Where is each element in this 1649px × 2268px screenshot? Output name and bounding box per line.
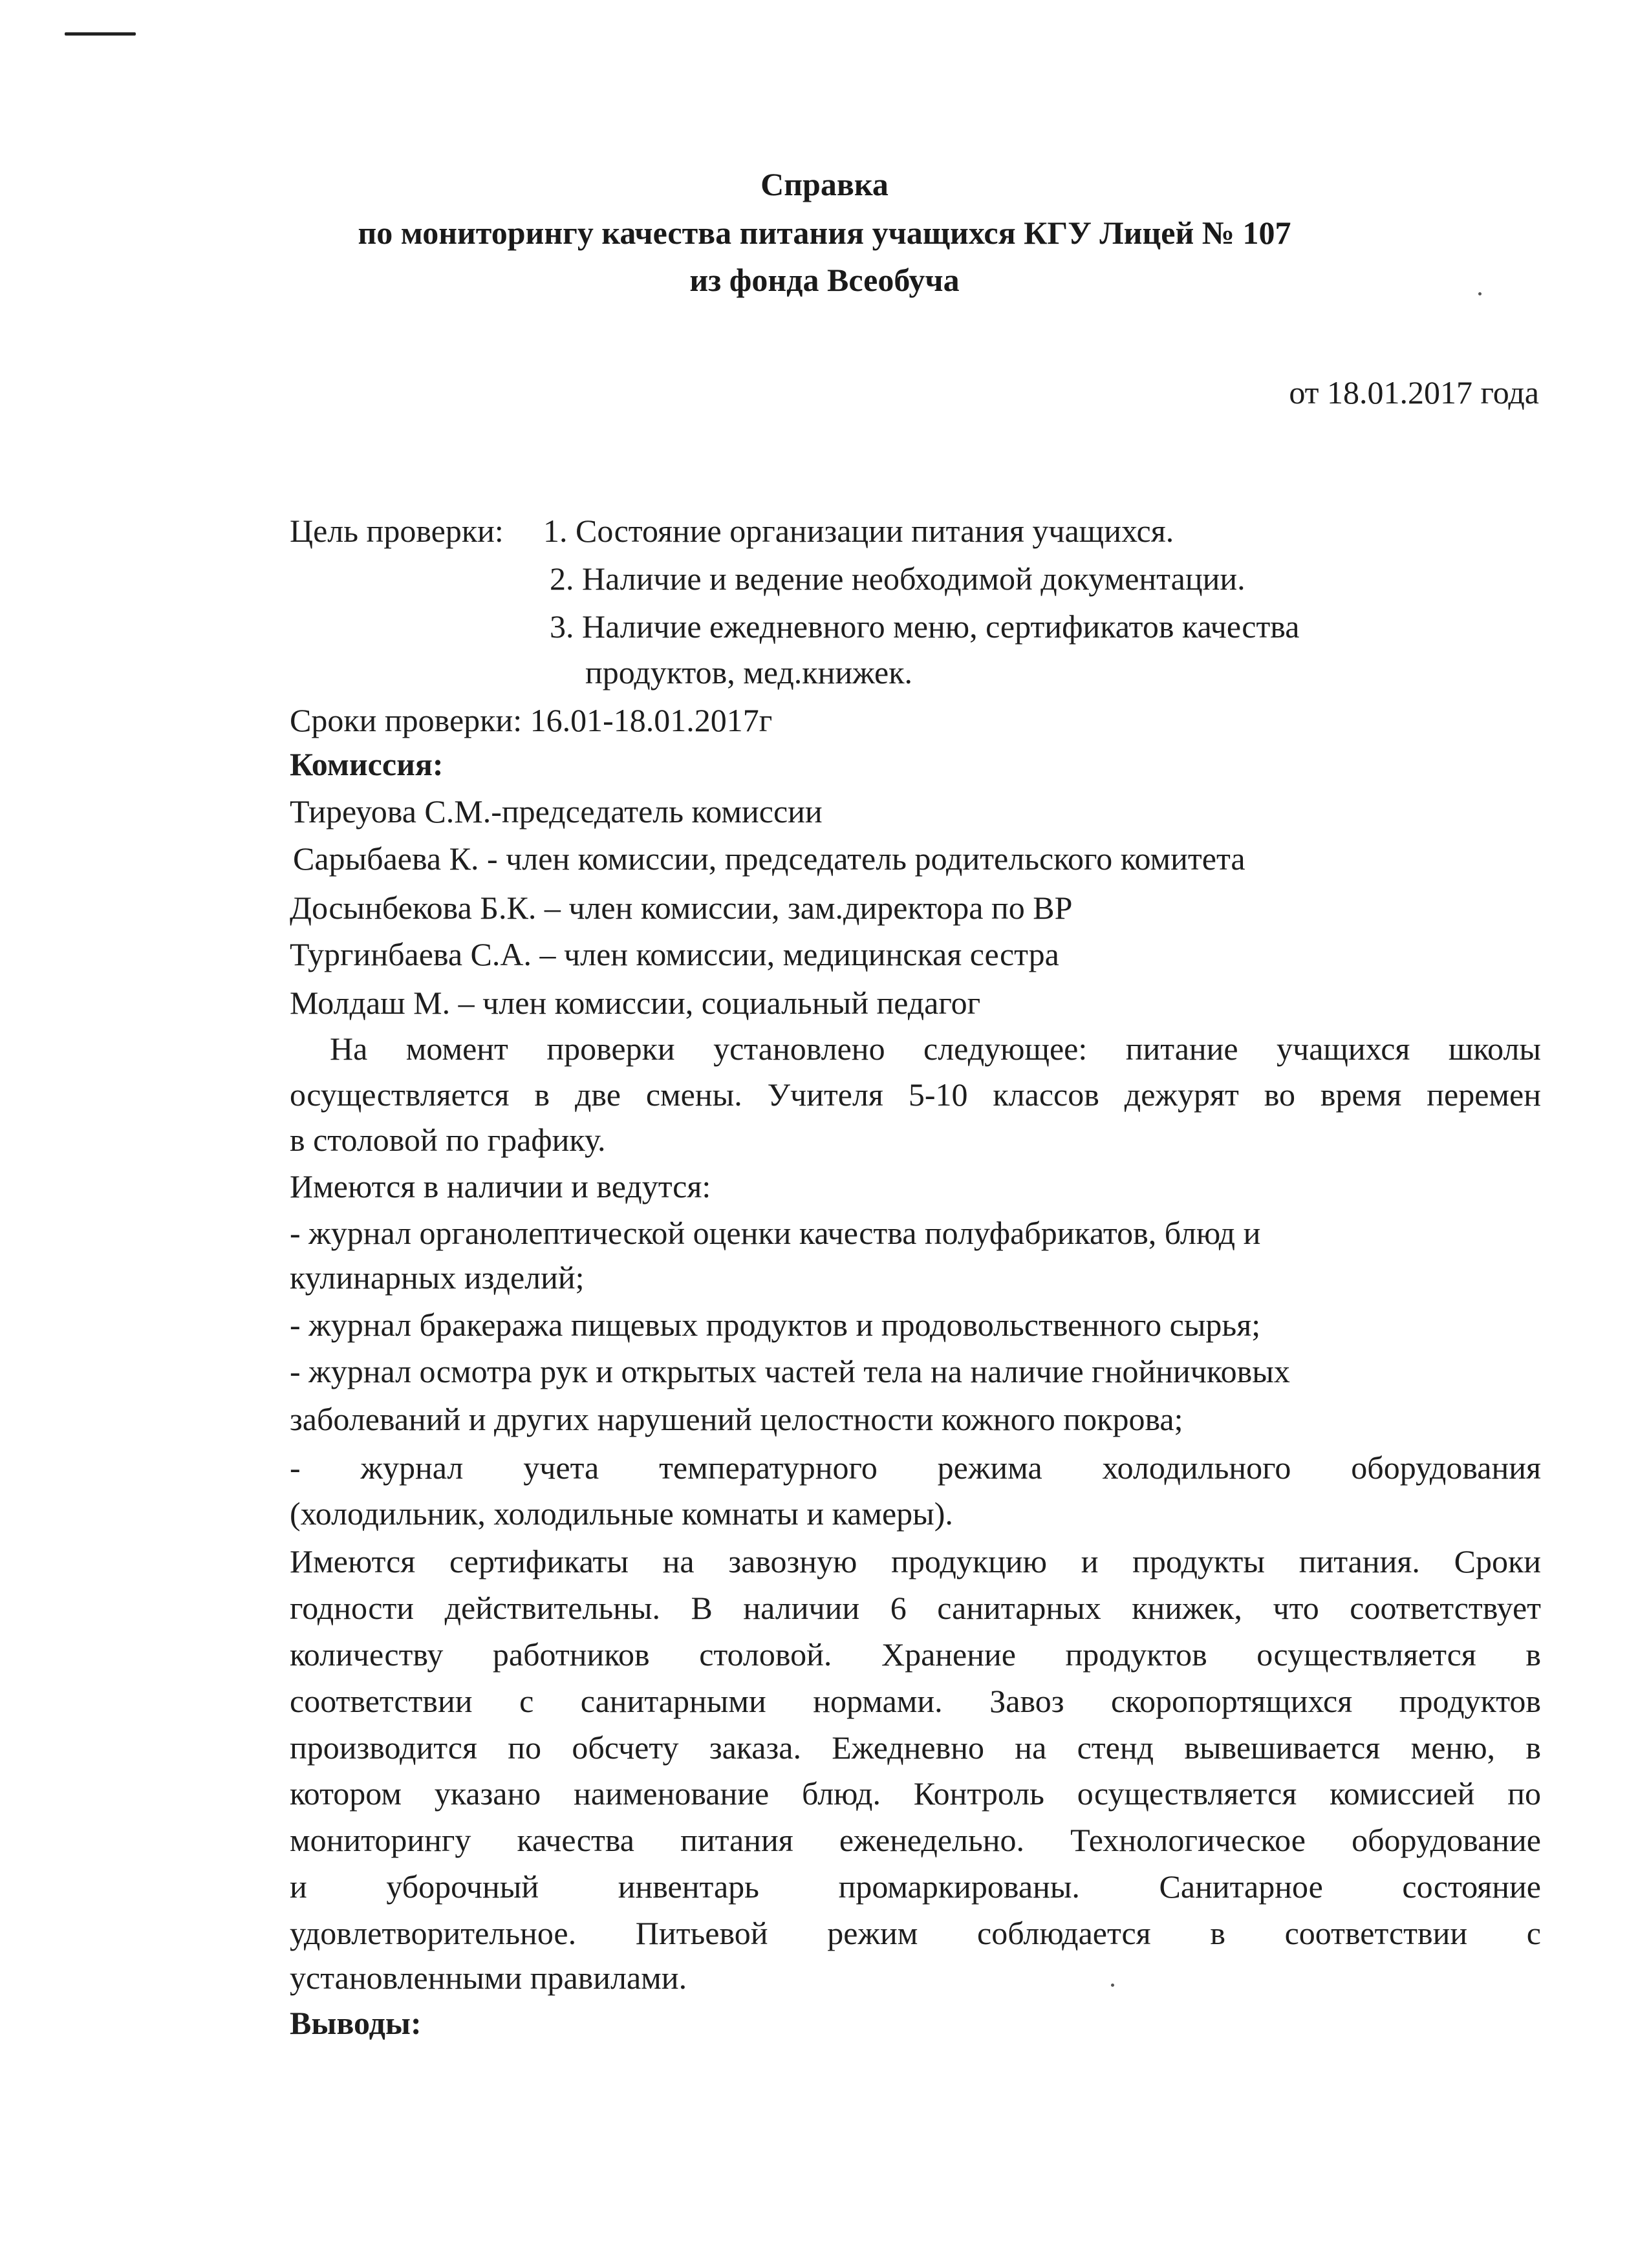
list-item: - журнал органолептической оценки качества полуфабрикатов, блюд и xyxy=(290,1215,1261,1251)
scan-speck xyxy=(1111,1984,1114,1987)
list-item: заболеваний и других нарушений целостности кожного покрова; xyxy=(290,1401,1183,1437)
list-item: - журнал бракеража пищевых продуктов и продовольственного сырья; xyxy=(290,1307,1261,1343)
findings-text-line: котором указано наименование блюд. Контроль осуществляется комиссией по xyxy=(290,1775,1541,1812)
findings-text-line: количеству работников столовой. Хранение продуктов осуществляется в xyxy=(290,1636,1541,1673)
list-item: - журнал учета температурного режима холодильного оборудования xyxy=(290,1450,1541,1486)
document-date: от 18.01.2017 года xyxy=(1289,374,1539,411)
list-item: - журнал осмотра рук и открытых частей тела на наличие гнойничковых xyxy=(290,1353,1290,1389)
inspection-period: Сроки проверки: 16.01-18.01.2017г xyxy=(290,702,773,738)
findings-text-line: мониторингу качества питания еженедельно. Технологическое оборудование xyxy=(290,1822,1541,1858)
findings-text-line: и уборочный инвентарь промаркированы. Санитарное состояние xyxy=(290,1868,1541,1905)
purpose-item-3: 3. Наличие ежедневного меню, сертификатов качества xyxy=(550,608,1300,645)
commission-member: Тургинбаева С.А. – член комиссии, медицинская сестра xyxy=(290,936,1059,972)
commission-member: Молдаш М. – член комиссии, социальный педагог xyxy=(290,985,981,1021)
scan-speck xyxy=(1478,292,1482,295)
purpose-item-1: 1. Состояние организации питания учащихся. xyxy=(543,513,1174,549)
list-item: кулинарных изделий; xyxy=(290,1259,585,1296)
findings-text-line: годности действительны. В наличии 6 санитарных книжек, что соответствует xyxy=(290,1590,1541,1626)
findings-text-line: установленными правилами. xyxy=(290,1960,687,1996)
list-item: (холодильник, холодильные комнаты и камеры). xyxy=(290,1495,953,1532)
findings-text-line: Имеются сертификаты на завозную продукцию и продукты питания. Сроки xyxy=(290,1543,1541,1579)
document-subtitle-line2: из фонда Всеобуча xyxy=(689,262,960,298)
purpose-item-3-cont: продуктов, мед.книжек. xyxy=(585,654,912,690)
commission-member: Досынбекова Б.К. – член комиссии, зам.директора по ВР xyxy=(290,890,1073,926)
list-heading: Имеются в наличии и ведутся: xyxy=(290,1168,711,1204)
commission-member: Сарыбаева К. - член комиссии, председатель родительского комитета xyxy=(293,840,1245,877)
commission-member: Тиреуова С.М.-председатель комиссии xyxy=(290,793,823,829)
document-subtitle-line1: по мониторингу качества питания учащихся КГУ Лицей № 107 xyxy=(358,215,1291,251)
purpose-item-2: 2. Наличие и ведение необходимой документации. xyxy=(550,561,1245,597)
findings-text-line: На момент проверки установлено следующее: питание учащихся школы xyxy=(330,1031,1541,1067)
findings-text-line: производится по обсчету заказа. Ежедневно на стенд вывешивается меню, в xyxy=(290,1729,1541,1766)
scan-mark xyxy=(65,32,136,36)
findings-text-line: удовлетворительное. Питьевой режим соблюдается в соответствии с xyxy=(290,1915,1541,1951)
commission-heading: Комиссия: xyxy=(290,746,444,782)
document-title: Справка xyxy=(760,166,889,202)
findings-text-line: осуществляется в две смены. Учителя 5-10 классов дежурят во время перемен xyxy=(290,1076,1541,1113)
findings-text-line: в столовой по графику. xyxy=(290,1122,606,1158)
findings-text-line: соответствии с санитарными нормами. Завоз скоропортящихся продуктов xyxy=(290,1683,1541,1719)
purpose-label: Цель проверки: xyxy=(290,513,504,549)
conclusions-heading: Выводы: xyxy=(290,2005,422,2041)
